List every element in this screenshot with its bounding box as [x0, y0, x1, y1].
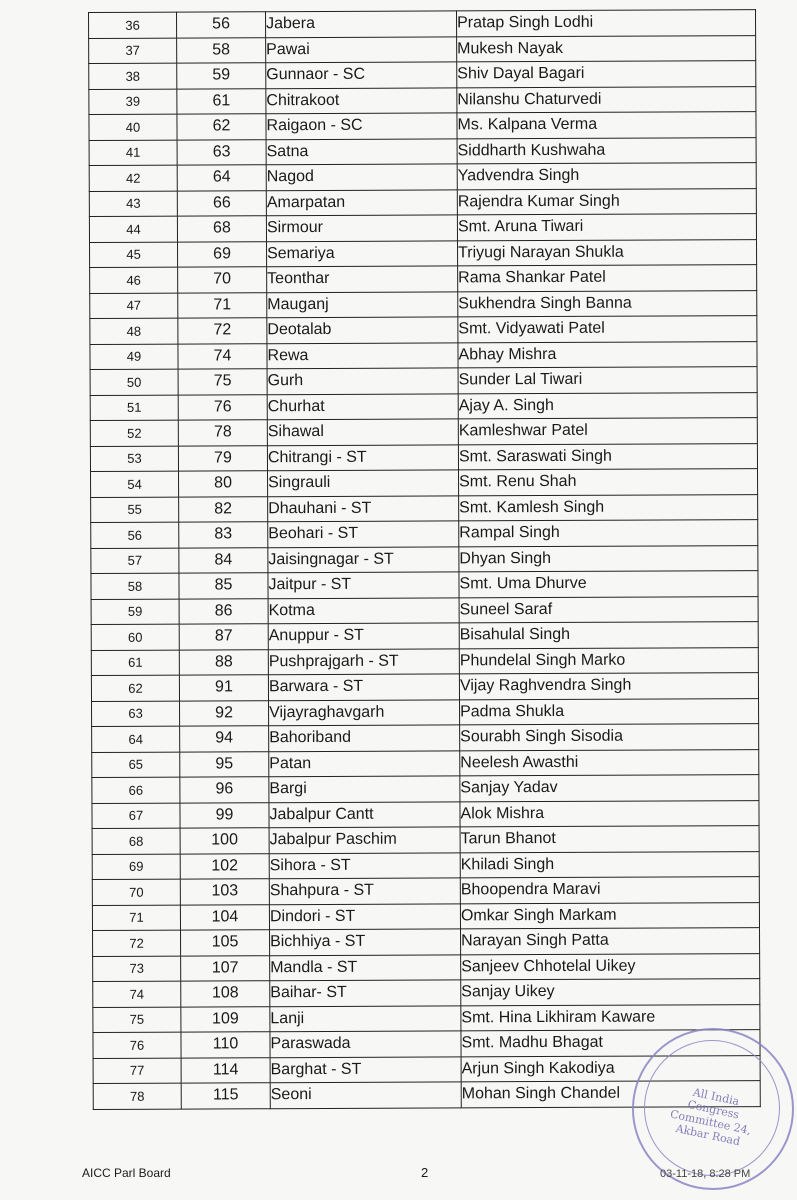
constituency-number-cell: 100	[180, 828, 269, 854]
constituency-name-cell: Sirmour	[266, 215, 457, 241]
candidate-name-cell: Smt. Hina Likhiram Kaware	[461, 1004, 760, 1031]
table-row	[89, 188, 756, 216]
constituency-number-cell: 80	[179, 471, 268, 497]
constituency-name-cell: Jabalpur Cantt	[269, 801, 460, 827]
constituency-number-cell: 71	[178, 292, 267, 318]
serial-number-cell: 46	[90, 267, 178, 293]
candidate-name-cell: Kamleshwar Patel	[458, 418, 757, 445]
table-row	[90, 341, 757, 369]
table-row	[91, 596, 758, 624]
constituency-name-cell: Bahoriband	[269, 725, 460, 751]
serial-number-cell: 76	[93, 1032, 181, 1058]
constituency-number-cell: 103	[180, 879, 269, 905]
constituency-number-cell: 83	[179, 522, 268, 548]
candidate-name-cell: Rampal Singh	[459, 520, 758, 547]
serial-number-cell: 39	[89, 89, 177, 115]
table-row	[90, 239, 757, 267]
serial-number-cell: 43	[89, 191, 177, 217]
candidate-name-cell: Alok Mishra	[460, 800, 759, 827]
table-row	[89, 86, 756, 114]
candidate-name-cell: Khiladi Singh	[460, 851, 759, 878]
candidate-name-cell: Sukhendra Singh Banna	[458, 290, 757, 317]
candidate-table	[88, 9, 761, 1109]
constituency-number-cell: 82	[179, 496, 268, 522]
constituency-name-cell: Pawai	[266, 36, 457, 62]
constituency-number-cell: 114	[181, 1057, 270, 1083]
constituency-number-cell: 69	[178, 241, 267, 267]
constituency-number-cell: 86	[179, 598, 268, 624]
table-row	[92, 902, 759, 930]
table-row	[91, 647, 758, 675]
candidate-name-cell: Smt. Aruna Tiwari	[457, 214, 756, 241]
constituency-number-cell: 94	[180, 726, 269, 752]
constituency-number-cell: 96	[180, 777, 269, 803]
table-row	[89, 214, 756, 242]
table-row	[91, 469, 758, 497]
constituency-name-cell: Vijayraghavgarh	[269, 699, 460, 725]
serial-number-cell: 69	[92, 854, 180, 880]
constituency-name-cell: Gunnaor - SC	[266, 62, 457, 88]
constituency-number-cell: 56	[177, 12, 266, 38]
constituency-number-cell: 87	[179, 624, 268, 650]
constituency-number-cell: 88	[179, 649, 268, 675]
table-row	[91, 673, 758, 701]
candidate-name-cell: Abhay Mishra	[458, 341, 757, 368]
candidate-table-body	[89, 10, 761, 1109]
constituency-number-cell: 64	[177, 165, 266, 191]
constituency-name-cell: Satna	[266, 138, 457, 164]
serial-number-cell: 45	[90, 242, 178, 268]
constituency-number-cell: 70	[178, 267, 267, 293]
table-row	[89, 35, 756, 63]
constituency-number-cell: 78	[178, 420, 267, 446]
constituency-name-cell: Amarpatan	[266, 189, 457, 215]
candidate-name-cell: Sanjay Uikey	[461, 979, 760, 1006]
constituency-name-cell: Churhat	[267, 393, 458, 419]
serial-number-cell: 42	[89, 165, 177, 191]
constituency-name-cell: Barwara - ST	[268, 674, 459, 700]
constituency-number-cell: 115	[181, 1083, 270, 1109]
serial-number-cell: 54	[91, 471, 179, 497]
constituency-number-cell: 110	[181, 1032, 270, 1058]
table-row	[92, 775, 759, 803]
serial-number-cell: 74	[93, 981, 181, 1007]
candidate-name-cell: Dhyan Singh	[459, 545, 758, 572]
candidate-name-cell: Smt. Madhu Bhagat	[461, 1030, 760, 1057]
candidate-name-cell: Triyugi Narayan Shukla	[458, 239, 757, 266]
serial-number-cell: 65	[92, 752, 180, 778]
serial-number-cell: 52	[90, 420, 178, 446]
candidate-name-cell: Vijay Raghvendra Singh	[459, 673, 758, 700]
constituency-number-cell: 108	[181, 981, 270, 1007]
constituency-name-cell: Shahpura - ST	[269, 878, 460, 904]
serial-number-cell: 73	[93, 956, 181, 982]
candidate-name-cell: Neelesh Awasthi	[460, 749, 759, 776]
table-row	[92, 749, 759, 777]
candidate-name-cell: Bhoopendra Maravi	[460, 877, 759, 904]
constituency-number-cell: 61	[177, 88, 266, 114]
table-row	[90, 367, 757, 395]
constituency-number-cell: 72	[178, 318, 267, 344]
candidate-name-cell: Nilanshu Chaturvedi	[457, 86, 756, 113]
table-row	[90, 316, 757, 344]
constituency-name-cell: Anuppur - ST	[268, 623, 459, 649]
constituency-number-cell: 79	[178, 445, 267, 471]
candidate-name-cell: Shiv Dayal Bagari	[457, 61, 756, 88]
serial-number-cell: 56	[91, 522, 179, 548]
serial-number-cell: 63	[92, 701, 180, 727]
serial-number-cell: 36	[89, 12, 177, 38]
constituency-number-cell: 95	[180, 751, 269, 777]
constituency-number-cell: 84	[179, 547, 268, 573]
table-row	[93, 979, 760, 1007]
serial-number-cell: 66	[92, 777, 180, 803]
constituency-name-cell: Mauganj	[267, 291, 458, 317]
constituency-name-cell: Nagod	[266, 164, 457, 190]
table-row	[89, 163, 756, 191]
constituency-number-cell: 62	[177, 114, 266, 140]
serial-number-cell: 70	[92, 879, 180, 905]
table-row	[91, 520, 758, 548]
candidate-name-cell: Sanjay Yadav	[460, 775, 759, 802]
table-row	[90, 392, 757, 420]
table-row	[89, 10, 756, 38]
constituency-number-cell: 109	[181, 1006, 270, 1032]
table-row	[90, 265, 757, 293]
constituency-name-cell: Dindori - ST	[269, 903, 460, 929]
constituency-number-cell: 102	[180, 853, 269, 879]
constituency-number-cell: 58	[177, 37, 266, 63]
table-row	[93, 953, 760, 981]
constituency-name-cell: Gurh	[267, 368, 458, 394]
table-row	[89, 61, 756, 89]
table-row	[91, 622, 758, 650]
candidate-name-cell: Tarun Bhanot	[460, 826, 759, 853]
serial-number-cell: 57	[91, 548, 179, 574]
serial-number-cell: 53	[90, 446, 178, 472]
constituency-number-cell: 107	[181, 955, 270, 981]
candidate-name-cell: Ajay A. Singh	[458, 392, 757, 419]
constituency-name-cell: Jabalpur Paschim	[269, 827, 460, 853]
constituency-name-cell: Paraswada	[270, 1031, 461, 1057]
candidate-name-cell: Suneel Saraf	[459, 596, 758, 623]
table-row	[90, 443, 757, 471]
table-row	[89, 112, 756, 140]
candidate-name-cell: Arjun Singh Kakodiya	[461, 1055, 760, 1082]
serial-number-cell: 64	[92, 726, 180, 752]
serial-number-cell: 47	[90, 293, 178, 319]
constituency-name-cell: Baihar- ST	[270, 980, 461, 1006]
table-row	[91, 571, 758, 599]
table-row	[91, 545, 758, 573]
candidate-name-cell: Narayan Singh Patta	[461, 928, 760, 955]
constituency-name-cell: Dhauhani - ST	[268, 495, 459, 521]
candidate-name-cell: Rama Shankar Patel	[458, 265, 757, 292]
constituency-name-cell: Kotma	[268, 597, 459, 623]
table-row	[92, 877, 759, 905]
candidate-name-cell: Smt. Uma Dhurve	[459, 571, 758, 598]
constituency-number-cell: 105	[181, 930, 270, 956]
table-row	[91, 494, 758, 522]
table-row	[92, 800, 759, 828]
constituency-number-cell: 104	[180, 904, 269, 930]
constituency-number-cell: 99	[180, 802, 269, 828]
constituency-name-cell: Jaisingnagar - ST	[268, 546, 459, 572]
constituency-name-cell: Rewa	[267, 342, 458, 368]
constituency-name-cell: Chitrangi - ST	[267, 444, 458, 470]
candidate-name-cell: Bisahulal Singh	[459, 622, 758, 649]
constituency-number-cell: 68	[177, 216, 266, 242]
table-row	[92, 698, 759, 726]
office-seal	[632, 1028, 794, 1190]
constituency-name-cell: Bichhiya - ST	[270, 929, 461, 955]
candidate-name-cell: Omkar Singh Markam	[460, 902, 759, 929]
candidate-name-cell: Pratap Singh Lodhi	[456, 10, 755, 37]
constituency-name-cell: Lanji	[270, 1005, 461, 1031]
constituency-name-cell: Singrauli	[268, 470, 459, 496]
footer-label: AICC Parl Board	[82, 1166, 171, 1180]
constituency-name-cell: Jabera	[266, 11, 457, 37]
constituency-name-cell: Raigaon - SC	[266, 113, 457, 139]
candidate-name-cell: Ms. Kalpana Verma	[457, 112, 756, 139]
serial-number-cell: 40	[89, 114, 177, 140]
table-row	[92, 826, 759, 854]
table-row	[92, 724, 759, 752]
constituency-number-cell: 91	[179, 675, 268, 701]
candidate-name-cell: Siddharth Kushwaha	[457, 137, 756, 164]
serial-number-cell: 49	[90, 344, 178, 370]
candidate-name-cell: Smt. Saraswati Singh	[458, 443, 757, 470]
constituency-name-cell: Mandla - ST	[270, 954, 461, 980]
office-seal-text: All India Congress Committee 24, Akbar Road	[669, 1085, 753, 1149]
serial-number-cell: 51	[90, 395, 178, 421]
serial-number-cell: 50	[90, 369, 178, 395]
serial-number-cell: 61	[91, 650, 179, 676]
serial-number-cell: 44	[89, 216, 177, 242]
constituency-number-cell: 92	[180, 700, 269, 726]
candidate-name-cell: Sourabh Singh Sisodia	[460, 724, 759, 751]
constituency-number-cell: 74	[178, 343, 267, 369]
constituency-name-cell: Seoni	[270, 1082, 461, 1108]
constituency-name-cell: Beohari - ST	[268, 521, 459, 547]
constituency-name-cell: Bargi	[269, 776, 460, 802]
table-row	[93, 928, 760, 956]
serial-number-cell: 67	[92, 803, 180, 829]
constituency-name-cell: Chitrakoot	[266, 87, 457, 113]
candidate-name-cell: Smt. Kamlesh Singh	[459, 494, 758, 521]
serial-number-cell: 72	[93, 930, 181, 956]
table-row	[92, 851, 759, 879]
constituency-name-cell: Teonthar	[267, 266, 458, 292]
serial-number-cell: 55	[91, 497, 179, 523]
constituency-name-cell: Sihora - ST	[269, 852, 460, 878]
constituency-number-cell: 76	[178, 394, 267, 420]
constituency-name-cell: Deotalab	[267, 317, 458, 343]
serial-number-cell: 71	[92, 905, 180, 931]
serial-number-cell: 62	[91, 675, 179, 701]
serial-number-cell: 60	[91, 624, 179, 650]
constituency-name-cell: Patan	[269, 750, 460, 776]
candidate-name-cell: Smt. Renu Shah	[459, 469, 758, 496]
constituency-number-cell: 85	[179, 573, 268, 599]
constituency-number-cell: 63	[177, 139, 266, 165]
constituency-number-cell: 66	[177, 190, 266, 216]
serial-number-cell: 48	[90, 318, 178, 344]
serial-number-cell: 58	[91, 573, 179, 599]
constituency-name-cell: Pushprajgarh - ST	[268, 648, 459, 674]
candidate-name-cell: Sunder Lal Tiwari	[458, 367, 757, 394]
candidate-name-cell: Smt. Vidyawati Patel	[458, 316, 757, 343]
serial-number-cell: 38	[89, 63, 177, 89]
print-timestamp: 03-11-18, 8:28 PM	[660, 1168, 751, 1180]
serial-number-cell: 78	[93, 1083, 181, 1109]
constituency-number-cell: 75	[178, 369, 267, 395]
candidate-name-cell: Mukesh Nayak	[457, 35, 756, 62]
constituency-name-cell: Jaitpur - ST	[268, 572, 459, 598]
candidate-name-cell: Yadvendra Singh	[457, 163, 756, 190]
constituency-number-cell: 59	[177, 63, 266, 89]
table-row	[90, 418, 757, 446]
serial-number-cell: 68	[92, 828, 180, 854]
table-row	[89, 137, 756, 165]
serial-number-cell: 59	[91, 599, 179, 625]
candidate-name-cell: Mohan Singh Chandel	[461, 1081, 760, 1108]
constituency-name-cell: Sihawal	[267, 419, 458, 445]
candidate-name-cell: Phundelal Singh Marko	[459, 647, 758, 674]
candidate-name-cell: Rajendra Kumar Singh	[457, 188, 756, 215]
constituency-name-cell: Semariya	[267, 240, 458, 266]
constituency-name-cell: Barghat - ST	[270, 1056, 461, 1082]
candidate-name-cell: Sanjeev Chhotelal Uikey	[461, 953, 760, 980]
page-number: 2	[421, 1165, 429, 1180]
serial-number-cell: 77	[93, 1058, 181, 1084]
table-row	[90, 290, 757, 318]
table-row	[93, 1004, 760, 1032]
serial-number-cell: 75	[93, 1007, 181, 1033]
serial-number-cell: 37	[89, 38, 177, 64]
candidate-name-cell: Padma Shukla	[460, 698, 759, 725]
serial-number-cell: 41	[89, 140, 177, 166]
